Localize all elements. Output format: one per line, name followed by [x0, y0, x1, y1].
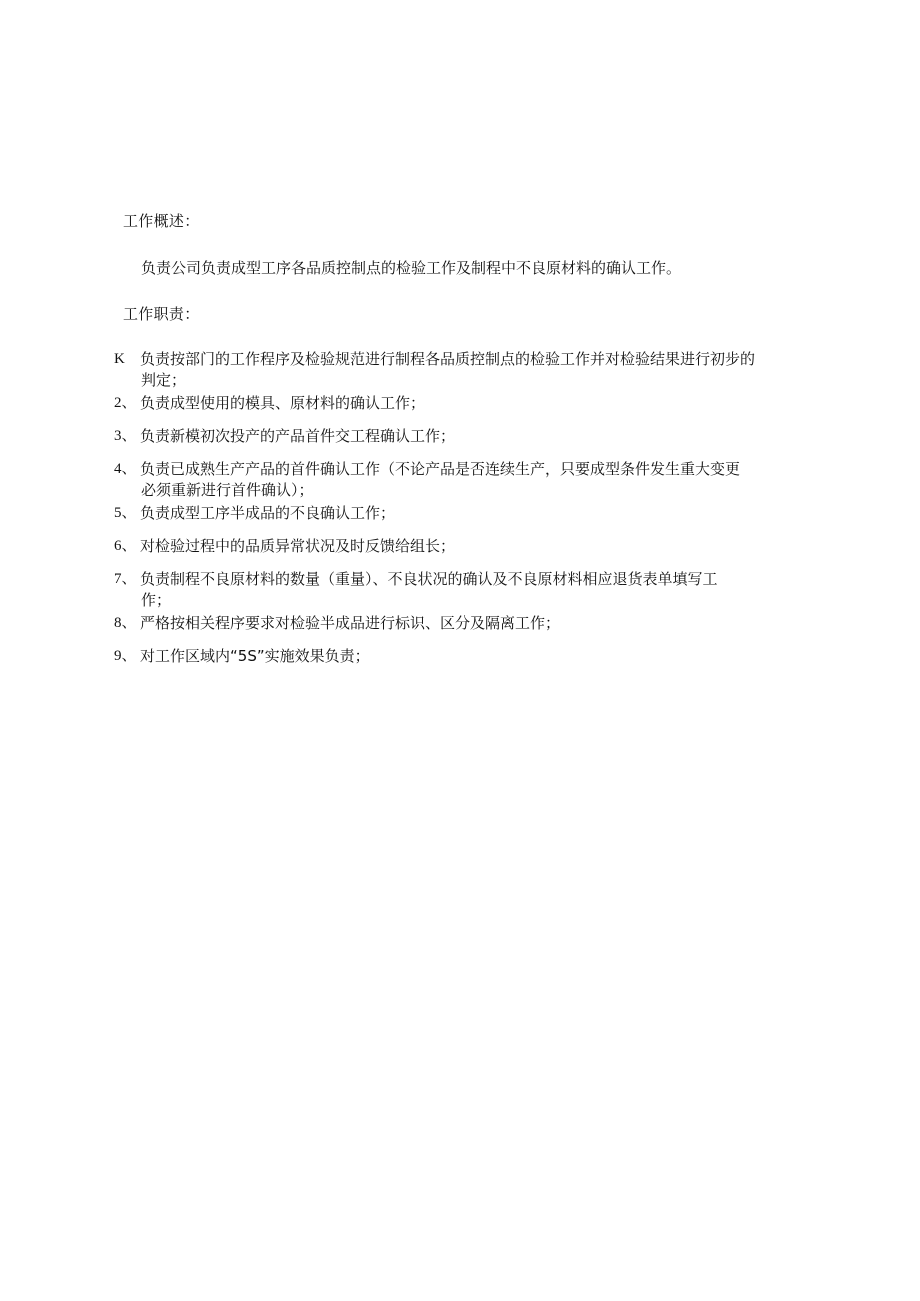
duty-item-4	[114, 459, 844, 501]
duty-text: 负责新模初次投产的产品首件交工程确认工作；	[140, 427, 456, 445]
duty-marker: 2、	[114, 395, 137, 411]
duty-text-continuation: 判定；	[141, 371, 187, 389]
duty-text: 负责按部门的工作程序及检验规范进行制程各品质控制点的检验工作并对检验结果进行初步的	[140, 350, 756, 368]
duty-marker: 3、	[114, 428, 137, 444]
duty-text: 严格按相关程序要求对检验半成品进行标识、区分及隔离工作；	[140, 614, 561, 632]
duty-text: 负责制程不良原材料的数量（重量）、不良状况的确认及不良原材料相应退货表单填写工	[140, 570, 718, 588]
duty-marker: 7、	[114, 571, 137, 587]
duty-text-continuation: 作；	[141, 591, 172, 609]
duty-item-2	[114, 393, 844, 414]
duty-text: 负责已成熟生产产品的首件确认工作（不论产品是否连续生产，只要成型条件发生重大变更	[140, 460, 741, 478]
overview-heading: 工作概述：	[123, 212, 200, 230]
duty-item-9	[114, 646, 844, 667]
duty-marker: 8、	[114, 615, 137, 631]
duty-item-3	[114, 426, 844, 447]
duty-item-6	[114, 536, 844, 557]
duty-text: 负责成型工序半成品的不良确认工作；	[140, 504, 396, 522]
duty-text: 对检验过程中的品质异常状况及时反馈给组长；	[140, 537, 456, 555]
duty-item-5	[114, 503, 844, 524]
duty-marker: K	[114, 351, 125, 367]
duty-text: 负责成型使用的模具、原材料的确认工作；	[140, 394, 426, 412]
duties-list	[114, 349, 844, 679]
duty-marker: 9、	[114, 648, 137, 664]
duty-marker: 5、	[114, 505, 137, 521]
duty-item-1	[114, 349, 844, 391]
duty-marker: 6、	[114, 538, 137, 554]
overview-text: 负责公司负责成型工序各品质控制点的检验工作及制程中不良原材料的确认工作。	[141, 259, 682, 277]
duty-text: 对工作区域内“5S”实施效果负责；	[140, 647, 370, 665]
duty-marker: 4、	[114, 461, 137, 477]
duty-item-7	[114, 569, 844, 611]
duty-text-continuation: 必须重新进行首件确认）；	[141, 481, 314, 499]
duties-heading: 工作职责：	[123, 305, 200, 323]
duty-item-8	[114, 613, 844, 634]
